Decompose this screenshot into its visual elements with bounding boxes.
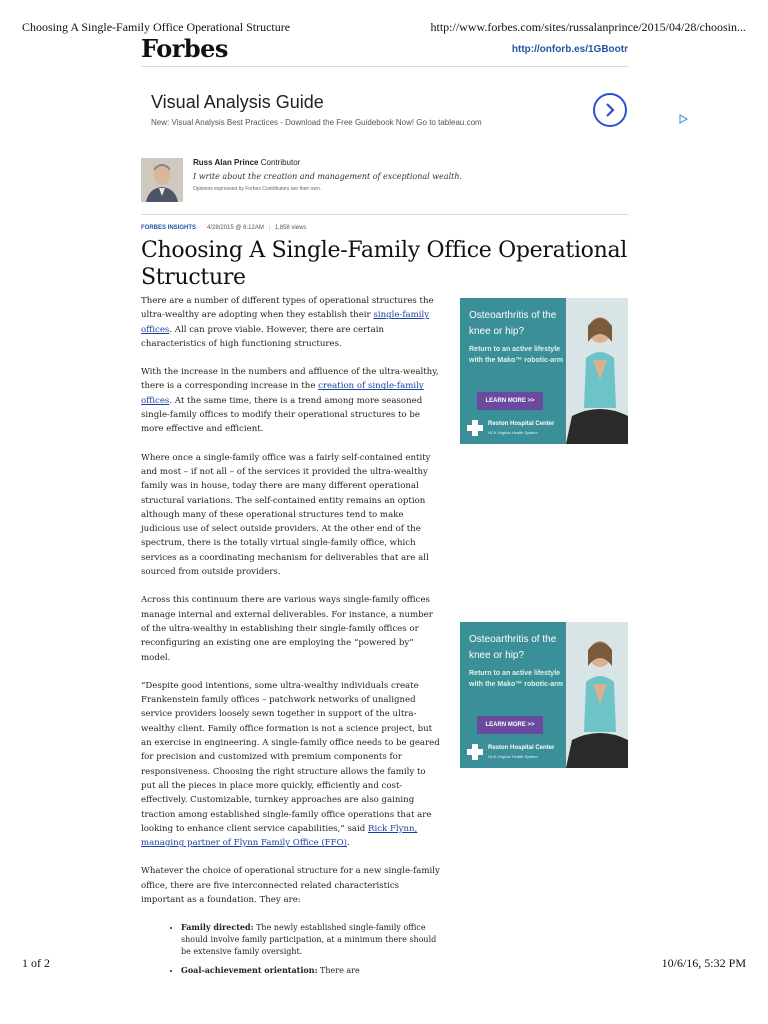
side-ad-body[interactable]: Return to an active lifestyle with the Mako™ robotic-arm [469, 670, 564, 688]
print-footer [22, 956, 746, 972]
hospital-cross-icon [466, 419, 484, 437]
paragraph [141, 679, 441, 851]
woman-yoga-photo [566, 298, 628, 444]
paragraph-text: . [347, 838, 350, 849]
banner-ad-title[interactable]: Visual Analysis Guide [151, 92, 324, 112]
article-body [141, 294, 441, 983]
print-page-title: Choosing A Single-Family Office Operational Structure [22, 20, 291, 34]
hospital-subtitle: HCA Virginia Health System [488, 430, 538, 435]
author-box [141, 154, 628, 215]
author-disclaimer: Opinions expressed by Forbes Contributors are their own. [193, 186, 322, 192]
avatar[interactable] [141, 158, 183, 202]
single-family-offices-link[interactable]: single-family offices [141, 310, 430, 335]
side-ad[interactable] [460, 622, 628, 768]
paragraph-text: With the increase in the numbers and affluence of the ultra-wealthy, there is a corresponding increase in the [141, 367, 439, 392]
learn-more-button[interactable]: LEARN MORE >> [477, 392, 543, 410]
side-ad-body[interactable]: Return to an active lifestyle with the Mako™ robotic-arm [469, 346, 564, 364]
list-item [181, 921, 441, 958]
masthead [141, 34, 628, 67]
paragraph-text: . All can prove viable. However, there are certain characteristics of high functioning structures. [141, 324, 385, 349]
article-meta [141, 225, 628, 231]
page-number: 1 of 2 [22, 956, 50, 970]
paragraph [141, 294, 441, 351]
side-ad[interactable] [460, 298, 628, 444]
article-page [141, 34, 628, 976]
meta-divider [201, 225, 203, 231]
list-item-text: There are [317, 966, 360, 976]
hospital-name: Reston Hospital Center [488, 421, 555, 427]
publish-date: 4/28/2015 @ 6:12AM [207, 225, 264, 231]
author-name[interactable]: Russ Alan Prince [193, 158, 259, 167]
learn-more-button[interactable]: LEARN MORE >> [477, 716, 543, 734]
paragraph [141, 365, 441, 436]
side-ad-headline[interactable]: Osteoarthritis of the knee or hip? [469, 634, 557, 661]
author-role: Contributor [260, 158, 301, 167]
print-page-url: http://www.forbes.com/sites/russalanprince/2015/04/28/choosin... [430, 20, 746, 34]
list-item-term: Family directed: [181, 922, 254, 933]
paragraph: Across this continuum there are various ways single-family offices manage internal and external deliverables. For instance, a number of the ultra-wealthy in establishing their single-family offices or reconfiguring an existing one are employing the “powered by” model. [141, 595, 433, 663]
banner-ad-subtitle[interactable]: New: Visual Analysis Best Practices - Download the Free Guidebook Now! Go to tableau.com [151, 118, 482, 127]
paragraph-text: “Despite good intentions, some ultra-wealthy individuals create Frankenstein family offices – patchwork networks of unaligned service providers loosely sewn together in support of the ultra-wealthy client. Family office formation is not a science project, but an exercise in engineering. A single-family office needs to be geared for precision and customized with premium components for responsiveness. Choosing the right structure allows the family to put all the pieces in place more quickly, efficiently and cost-effectively. Customizable, turnkey approaches are also gaining traction among established single-family office operations that are looking to enhance client service capabilities,” said [141, 680, 440, 834]
paragraph-text: There are a number of different types of operational structures the ultra-wealthy are adopting when they establish their [141, 296, 434, 321]
creation-link[interactable]: creation of single-family offices [141, 381, 424, 406]
view-count: 1,858 views [274, 225, 307, 231]
forbes-logo[interactable]: Forbes [141, 34, 228, 63]
section-label[interactable]: FORBES INSIGHTS [141, 225, 197, 231]
hospital-name: Reston Hospital Center [488, 745, 555, 751]
paragraph: Where once a single-family office was a fairly self-contained entity and most – if not all – of the services it provided the ultra-wealthy family was in house, today there are many different operational structural variations. The self-contained entity remains an option although many of these operational structures tend to make judicious use of select outside providers. At the other end of the spectrum, there is the totally virtual single-family office, which services as a coordinating mechanism for deliverables that are all sourced from outside providers. [141, 452, 431, 578]
paragraph-text: . At the same time, there is a trend among more seasoned single-family offices to modify their operational structures to be more effective and efficient. [141, 395, 423, 435]
chevron-right-icon[interactable] [593, 93, 627, 127]
hospital-cross-icon [466, 743, 484, 761]
hospital-subtitle: HCA Virginia Health System [488, 754, 538, 759]
print-datetime: 10/6/16, 5:32 PM [661, 956, 746, 970]
ad-choices-icon[interactable] [678, 114, 688, 124]
short-link[interactable]: http://onforb.es/1GBootr [511, 44, 628, 55]
author-bio: I write about the creation and management of exceptional wealth. [193, 172, 463, 181]
woman-yoga-photo [566, 622, 628, 768]
rick-flynn-link[interactable]: Rick Flynn, managing partner of Flynn Family Office (FFO) [141, 823, 418, 849]
side-ad-headline[interactable]: Osteoarthritis of the knee or hip? [469, 310, 557, 337]
list-item-term: Goal-achievement orientation: [181, 965, 318, 976]
meta-divider: | [268, 225, 271, 231]
banner-ad[interactable] [141, 68, 628, 142]
paragraph: Whatever the choice of operational structure for a new single-family office, there are five interconnected related characteristics important as a foundation. They are: [141, 866, 440, 905]
list-item-text: The newly established single-family office should involve family participation, at a minimum there should be extensive family oversight. [181, 923, 437, 957]
article-headline: Choosing A Single-Family Office Operational Structure [141, 238, 628, 290]
